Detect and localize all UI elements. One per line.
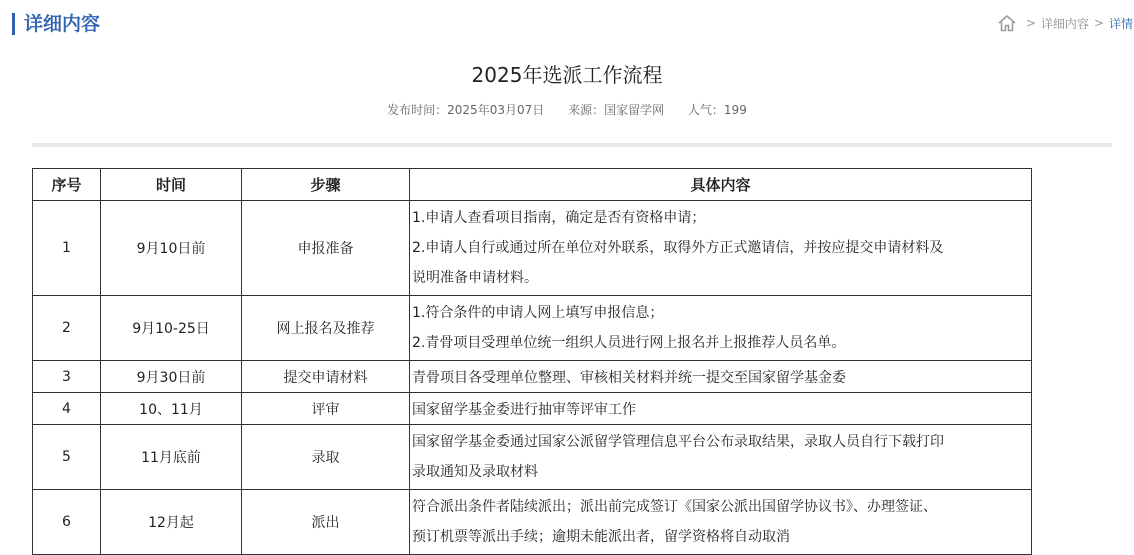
table-row xyxy=(33,361,1032,393)
row-no: 4 xyxy=(33,393,101,425)
content-line: 1.申请人查看项目指南，确定是否有资格申请； xyxy=(412,210,706,226)
header-content: 具体内容 xyxy=(410,169,1032,201)
table-header-row xyxy=(33,169,1032,201)
content-line: 预订机票等派出手续；逾期未能派出者，留学资格将自动取消 xyxy=(412,529,790,545)
content-line: 符合派出条件者陆续派出；派出前完成签订《国家公派出国留学协议书》、办理签证、 xyxy=(412,499,937,515)
article-meta xyxy=(0,101,1134,119)
breadcrumb-item-detail-content[interactable]: 详细内容 xyxy=(1040,16,1089,31)
table-row xyxy=(33,201,1032,296)
row-time: 10、11月 xyxy=(101,393,242,425)
table-row xyxy=(33,490,1032,555)
header-no: 序号 xyxy=(33,169,101,201)
content-line: 青骨项目各受理单位整理、审核相关材料并统一提交至国家留学基金委 xyxy=(412,369,846,386)
view-count: 人气：199 xyxy=(687,103,747,117)
row-no: 1 xyxy=(33,201,101,296)
content-line: 国家留学基金委进行抽审等评审工作 xyxy=(412,401,636,418)
row-content xyxy=(410,361,1032,393)
header-step: 步骤 xyxy=(242,169,410,201)
breadcrumb-separator: > xyxy=(1093,16,1104,30)
row-step: 申报准备 xyxy=(242,201,410,296)
content-line: 2.青骨项目受理单位统一组织人员进行网上报名并上报推荐人员名单。 xyxy=(412,335,846,351)
article-source: 来源：国家留学网 xyxy=(568,103,665,117)
row-content xyxy=(410,393,1032,425)
table-row xyxy=(33,393,1032,425)
home-icon[interactable] xyxy=(997,14,1017,32)
table-row xyxy=(33,296,1032,361)
row-step: 网上报名及推荐 xyxy=(242,296,410,361)
row-step: 提交申请材料 xyxy=(242,361,410,393)
content-line: 1.符合条件的申请人网上填写申报信息； xyxy=(412,305,664,321)
row-content xyxy=(410,425,1032,490)
content-line: 说明准备申请材料。 xyxy=(412,270,538,286)
breadcrumb xyxy=(997,13,1133,33)
process-table xyxy=(32,168,1032,555)
page-title: 2025年选派工作流程 xyxy=(471,63,663,87)
content-line: 2.申请人自行或通过所在单位对外联系，取得外方正式邀请信，并按应提交申请材料及 xyxy=(412,240,944,256)
header-time: 时间 xyxy=(101,169,242,201)
row-content xyxy=(410,490,1032,555)
content-line: 国家留学基金委通过国家公派留学管理信息平台公布录取结果，录取人员自行下载打印 xyxy=(412,434,944,450)
row-no: 5 xyxy=(33,425,101,490)
row-time: 12月起 xyxy=(101,490,242,555)
breadcrumb-separator: > xyxy=(1025,16,1036,30)
row-step: 派出 xyxy=(242,490,410,555)
table-row xyxy=(33,425,1032,490)
row-content xyxy=(410,201,1032,296)
row-no: 2 xyxy=(33,296,101,361)
divider xyxy=(32,143,1112,147)
section-title: 详细内容 xyxy=(12,13,100,35)
row-step: 评审 xyxy=(242,393,410,425)
row-no: 6 xyxy=(33,490,101,555)
content-line: 录取通知及录取材料 xyxy=(412,464,538,480)
breadcrumb-item-current: 详情 xyxy=(1108,16,1133,31)
row-no: 3 xyxy=(33,361,101,393)
publish-time: 发布时间：2025年03月07日 xyxy=(387,103,545,117)
row-time: 11月底前 xyxy=(101,425,242,490)
row-content xyxy=(410,296,1032,361)
row-step: 录取 xyxy=(242,425,410,490)
row-time: 9月30日前 xyxy=(101,361,242,393)
row-time: 9月10-25日 xyxy=(101,296,242,361)
row-time: 9月10日前 xyxy=(101,201,242,296)
